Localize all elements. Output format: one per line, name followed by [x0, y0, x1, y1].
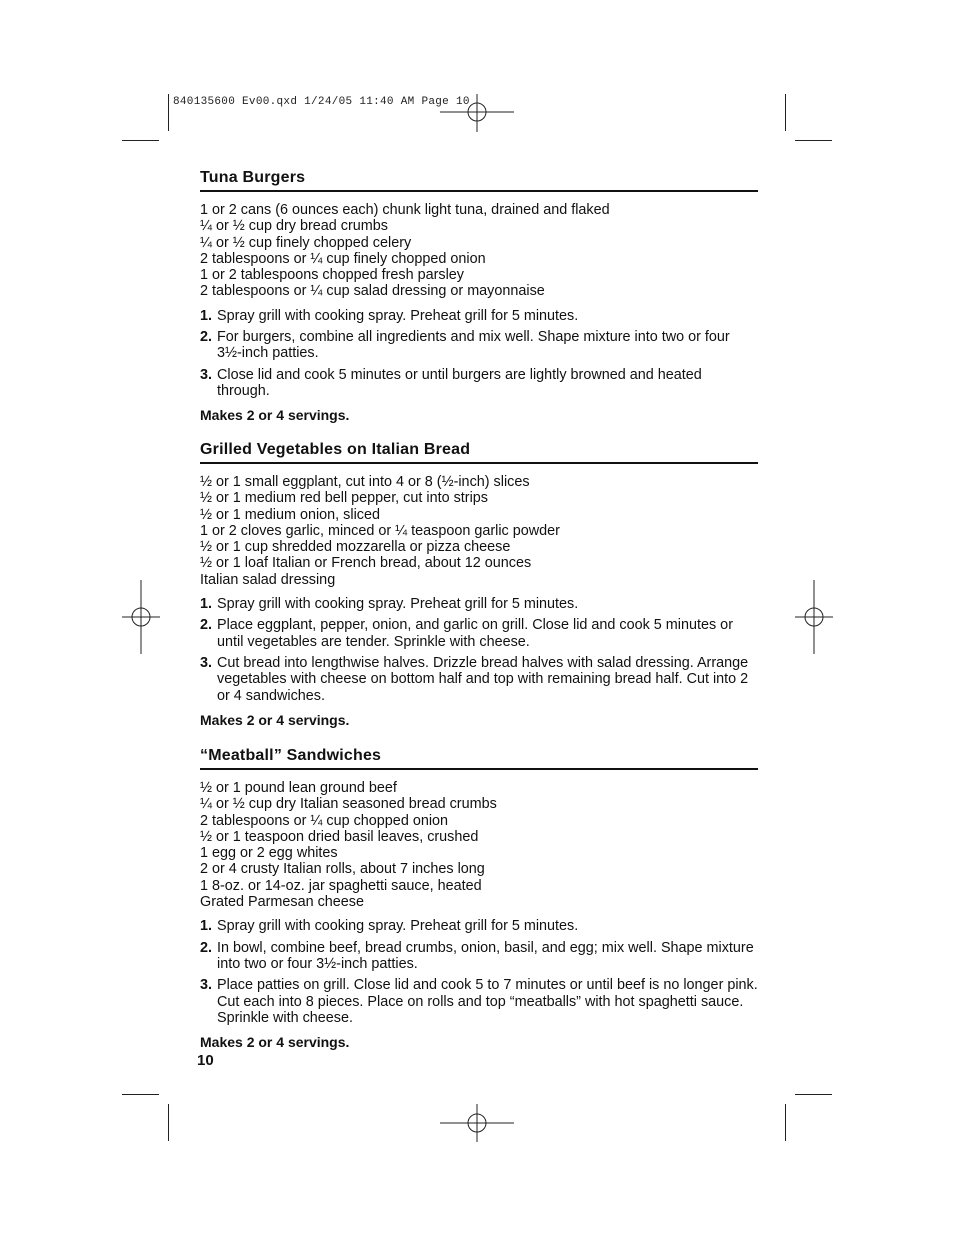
registration-mark-left — [122, 580, 160, 654]
ingredient-list — [200, 202, 758, 300]
ingredient-item: Italian salad dressing — [200, 571, 336, 588]
step-item — [200, 655, 758, 704]
step-number: 3. — [200, 366, 213, 383]
ingredient-item: ½ or 1 small eggplant, cut into 4 or 8 (½-inch) slices — [200, 474, 530, 490]
crop-mark-top-left-h — [122, 140, 159, 141]
crop-mark-bottom-right-v — [785, 1104, 786, 1141]
ingredient-item: ¼ or ½ cup finely chopped celery — [200, 234, 412, 251]
recipe-tuna-burgers — [200, 169, 758, 423]
step-item — [200, 977, 758, 1026]
ingredient-item: ½ or 1 teaspoon dried basil leaves, crushed — [200, 828, 479, 845]
step-number: 3. — [200, 977, 213, 994]
step-item — [200, 367, 758, 400]
ingredient-list — [200, 780, 758, 910]
step-number: 1. — [200, 307, 213, 324]
step-text: Spray grill with cooking spray. Preheat grill for 5 minutes. — [217, 596, 579, 613]
ingredient-item: ½ or 1 cup shredded mozzarella or pizza cheese — [200, 539, 511, 556]
ingredient-item: 1 8-oz. or 14-oz. jar spaghetti sauce, heated — [200, 877, 482, 894]
ingredient-item: 2 tablespoons or ¼ cup salad dressing or mayonnaise — [200, 283, 545, 300]
step-number: 2. — [200, 617, 213, 634]
crop-mark-bottom-left-h — [122, 1094, 159, 1095]
ingredient-item: 1 or 2 tablespoons chopped fresh parsley — [200, 267, 464, 284]
ingredient-item: 2 tablespoons or ¼ cup finely chopped onion — [200, 250, 486, 267]
ingredient-list — [200, 474, 758, 588]
step-number: 3. — [200, 654, 213, 671]
ingredient-item: 2 tablespoons or ¼ cup chopped onion — [200, 812, 449, 829]
ingredient-item: 1 egg or 2 egg whites — [200, 845, 338, 862]
ingredient-item: ½ or 1 medium red bell pepper, cut into strips — [200, 490, 488, 507]
step-item — [200, 918, 758, 934]
step-item — [200, 940, 758, 973]
recipe-title: Grilled Vegetables on Italian Bread — [200, 441, 758, 464]
step-text: Spray grill with cooking spray. Preheat grill for 5 minutes. — [217, 918, 579, 935]
step-number: 2. — [200, 939, 213, 956]
ingredient-item: 1 or 2 cans (6 ounces each) chunk light tuna, drained and flaked — [200, 202, 610, 218]
registration-mark-bottom — [440, 1104, 514, 1142]
servings-note: Makes 2 or 4 servings. — [200, 1034, 350, 1051]
ingredient-item: Grated Parmesan cheese — [200, 894, 364, 911]
recipe-title: “Meatball” Sandwiches — [200, 747, 758, 770]
crop-mark-top-right-v — [785, 94, 786, 131]
step-text: Spray grill with cooking spray. Preheat grill for 5 minutes. — [217, 307, 579, 324]
step-text: Close lid and cook 5 minutes or until burgers are lightly browned and heated through. — [217, 366, 702, 399]
step-text: For burgers, combine all ingredients and mix well. Shape mixture into two or four 3½-inch patties. — [217, 329, 730, 362]
registration-mark-top — [440, 94, 514, 132]
servings-note: Makes 2 or 4 servings. — [200, 407, 350, 424]
step-item — [200, 329, 758, 362]
step-item — [200, 596, 758, 612]
recipe-meatball-sandwiches — [200, 747, 758, 1050]
ingredient-item: 1 or 2 cloves garlic, minced or ¼ teaspoon garlic powder — [200, 522, 560, 539]
step-text: Place eggplant, pepper, onion, and garlic on grill. Close lid and cook 5 minutes or until vegetables are tender. Sprinkle with cheese. — [217, 617, 733, 650]
step-number: 1. — [200, 918, 213, 935]
ingredient-item: ¼ or ½ cup dry bread crumbs — [200, 218, 388, 235]
ingredient-item: 2 or 4 crusty Italian rolls, about 7 inches long — [200, 861, 485, 878]
servings-note: Makes 2 or 4 servings. — [200, 711, 350, 728]
step-text: Cut bread into lengthwise halves. Drizzle bread halves with salad dressing. Arrange vegetables with cheese on bottom half and top with remaining bread half. Cut into 2 or 4 sandwiches. — [217, 654, 749, 704]
print-slug: 840135600 Ev00.qxd 1/24/05 11:40 AM Page 10 — [173, 96, 470, 108]
recipe-grilled-vegetables — [200, 441, 758, 728]
page-number: 10 — [197, 1052, 214, 1069]
crop-mark-top-left-v — [168, 94, 169, 131]
step-text: In bowl, combine beef, bread crumbs, onion, basil, and egg; mix well. Shape mixture into two or four 3½-inch patties. — [217, 939, 754, 972]
step-number: 1. — [200, 596, 213, 613]
ingredient-item: ½ or 1 loaf Italian or French bread, about 12 ounces — [200, 555, 532, 572]
ingredient-item: ½ or 1 pound lean ground beef — [200, 780, 397, 796]
crop-mark-bottom-left-v — [168, 1104, 169, 1141]
recipe-title: Tuna Burgers — [200, 169, 758, 192]
ingredient-item: ¼ or ½ cup dry Italian seasoned bread crumbs — [200, 796, 497, 813]
crop-mark-bottom-right-h — [795, 1094, 832, 1095]
step-list — [200, 308, 758, 399]
step-number: 2. — [200, 329, 213, 346]
ingredient-item: ½ or 1 medium onion, sliced — [200, 506, 380, 523]
step-text: Place patties on grill. Close lid and cook 5 to 7 minutes or until beef is no longer pink. Cut each into 8 pieces. Place on rolls and top “meatballs” with hot spaghetti sauce. Sprinkle with cheese. — [217, 977, 758, 1026]
step-item — [200, 617, 758, 650]
step-item — [200, 308, 758, 324]
step-list — [200, 596, 758, 704]
registration-mark-right — [795, 580, 833, 654]
crop-mark-top-right-h — [795, 140, 832, 141]
step-list — [200, 918, 758, 1026]
